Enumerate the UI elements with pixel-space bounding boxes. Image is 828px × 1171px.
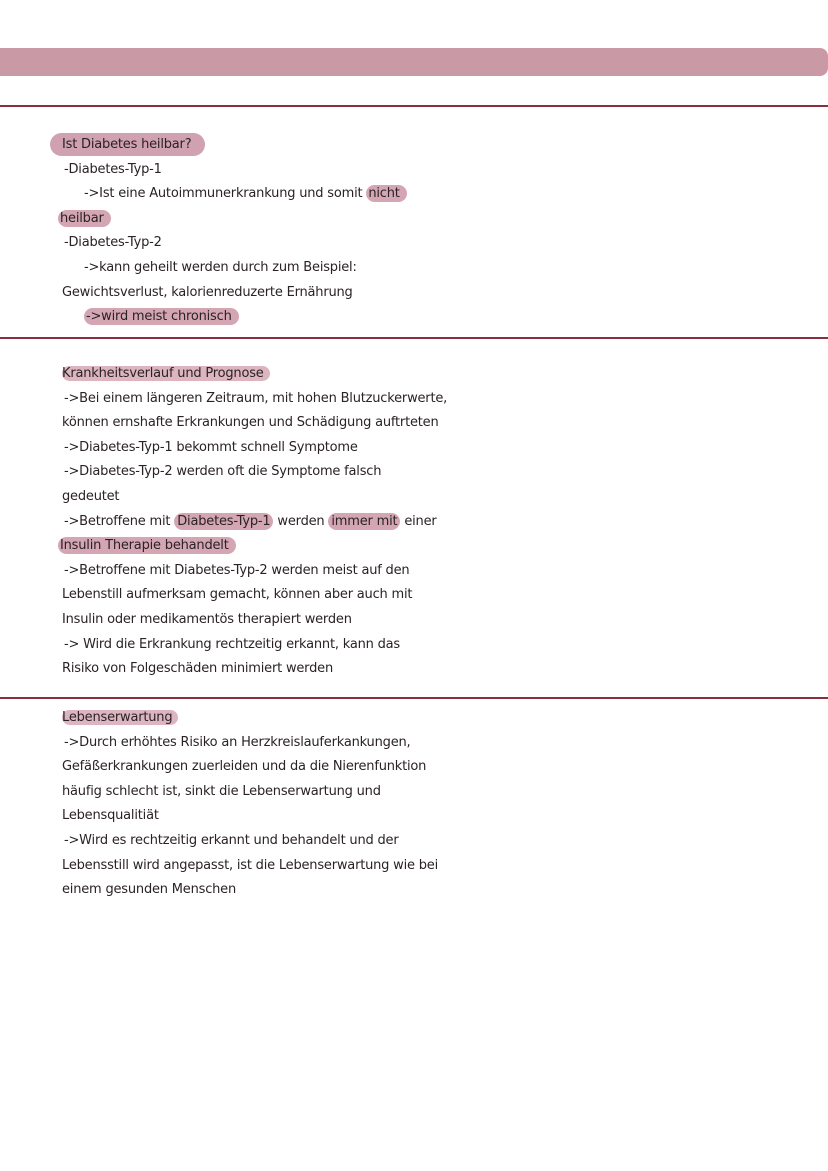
text-line: ->Diabetes-Typ-1 bekommt schnell Symptome — [64, 439, 358, 455]
highlight-typ1: Diabetes-Typ-1 — [174, 513, 273, 530]
text-line: ->Betroffene mit Diabetes-Typ-2 werden meist auf den — [64, 562, 410, 578]
text-fragment: ->Ist eine Autoimmunerkrankung und somit — [84, 186, 367, 202]
text-line: einem gesunden Menschen — [62, 882, 237, 898]
highlight-nicht: nicht — [366, 185, 406, 202]
divider-2 — [0, 697, 828, 699]
highlight-heilbar: heilbar — [58, 210, 111, 227]
text-line — [62, 305, 462, 330]
text-line: -> Wird die Erkrankung rechtzeitig erkannt, kann das — [64, 636, 401, 652]
highlight-chronisch: ->wird meist chronisch — [84, 308, 239, 325]
divider-top — [0, 105, 828, 107]
text-line — [62, 510, 462, 535]
highlight-insulin: Insulin Therapie behandelt — [58, 537, 236, 554]
title-highlight: Lebenserwartung — [62, 710, 178, 725]
section-verlauf — [62, 362, 462, 682]
text-line — [62, 182, 462, 207]
text-fragment: einer — [400, 513, 437, 529]
text-line: Lebensstill wird angepasst, ist die Lebenserwartung wie bei — [62, 857, 439, 873]
text-line: -Diabetes-Typ-1 — [64, 161, 162, 177]
text-line: Lebensqualitiät — [62, 808, 159, 824]
text-line: ->Bei einem längeren Zeitraum, mit hohen Blutzuckerwerte, — [64, 390, 448, 406]
title-highlight: Krankheitsverlauf und Prognose — [62, 366, 270, 381]
section-title-verlauf — [62, 362, 462, 387]
text-line: Gewichtsverlust, kalorienreduzerte Ernährung — [62, 284, 353, 300]
text-line: können ernshafte Erkrankungen und Schädigung auftrteten — [62, 415, 439, 431]
text-line: -Diabetes-Typ-2 — [64, 235, 162, 251]
text-fragment: ->Betroffene mit — [64, 513, 175, 529]
text-line: häufig schlecht ist, sinkt die Lebenserwartung und — [62, 783, 381, 799]
text-line — [58, 534, 462, 559]
section-title-heilbar — [62, 133, 462, 158]
highlight-immer-mit: immer mit — [328, 513, 400, 530]
text-line: ->Diabetes-Typ-2 werden oft die Symptome falsch — [64, 464, 382, 480]
text-line: Risiko von Folgeschäden minimiert werden — [62, 661, 333, 677]
text-line: gedeutet — [62, 488, 120, 504]
text-line: ->Wird es rechtzeitig erkannt und behandelt und der — [64, 832, 399, 848]
section-heilbar — [62, 133, 462, 330]
title-highlight: Ist Diabetes heilbar? — [50, 133, 205, 156]
text-line — [58, 207, 462, 232]
text-line: Insulin oder medikamentös therapiert werden — [62, 611, 352, 627]
text-line: ->Durch erhöhtes Risiko an Herzkreislauferkankungen, — [64, 734, 411, 750]
divider-1 — [0, 337, 828, 339]
text-line: Gefäßerkrankungen zuerleiden und da die Nierenfunktion — [62, 759, 427, 775]
text-fragment: werden — [273, 513, 329, 529]
text-line: Lebenstill aufmerksam gemacht, können aber auch mit — [62, 587, 413, 603]
section-lebenserwartung — [62, 706, 462, 903]
section-title-lebenserwartung — [62, 706, 462, 731]
text-line: ->kann geheilt werden durch zum Beispiel: — [84, 259, 357, 275]
header-band — [0, 48, 828, 76]
